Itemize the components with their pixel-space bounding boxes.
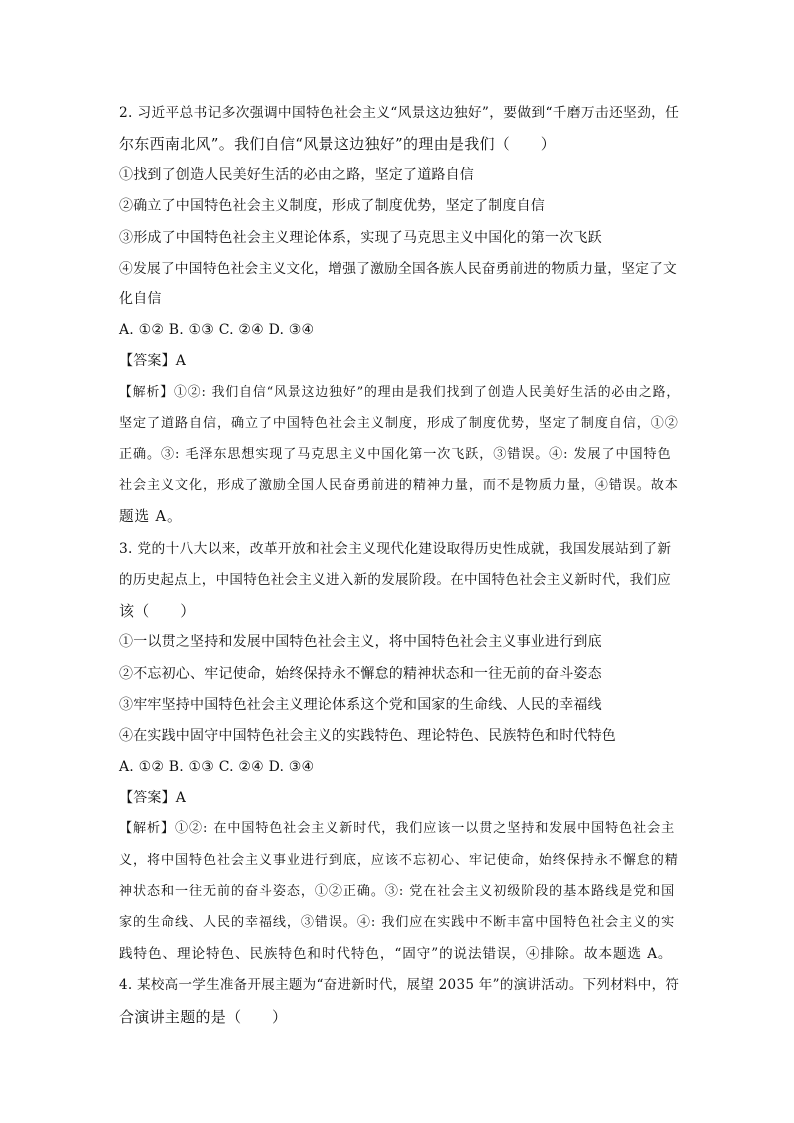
- q3-option-4: ④在实践中固守中国特色社会主义的实践特色、理论特色、民族特色和时代特色: [119, 728, 616, 744]
- q2-analysis-line-2: 坚定了道路自信，确立了中国特色社会主义制度，形成了制度优势，坚定了制度自信，①②: [119, 416, 679, 431]
- q4-stem-line-2: 合演讲主题的是（ ）: [119, 1008, 288, 1026]
- q4-stem-line-1: 4. 某校高一学生准备开展主题为“奋进新时代，展望 2035 年”的演讲活动。下列材料中，符: [119, 977, 680, 993]
- q3-stem-line-3: 该（ ）: [119, 602, 196, 620]
- q3-analysis-line-4: 家的生命线、人民的幸福线，③错误。④: 我们应在实践中不断丰富中国特色社会主义的实: [119, 915, 676, 930]
- q3-option-2: ②不忘初心、牢记使命，始终保持永不懈怠的精神状态和一往无前的奋斗姿态: [119, 666, 602, 682]
- q2-option-4-cont: 化自信: [119, 291, 162, 307]
- q3-option-3: ③牢牢坚持中国特色社会主义理论体系这个党和国家的生命线、人民的幸福线: [119, 697, 602, 713]
- q2-analysis-line-5: 题选 A。: [119, 508, 183, 525]
- q2-option-3: ③形成了中国特色社会主义理论体系，实现了马克思主义中国化的第一次飞跃: [119, 230, 602, 246]
- q2-analysis-line-1: 【解析】①②: 我们自信“风景这边独好”的理由是我们找到了创造人民美好生活的必由之路，: [119, 385, 681, 400]
- q2-option-1: ①找到了创造人民美好生活的必由之路，坚定了道路自信: [119, 167, 474, 183]
- q2-answer: 【答案】A: [119, 353, 187, 369]
- q3-analysis-line-2: 义，将中国特色社会主义事业进行到底，应该不忘初心、牢记使命，始终保持永不懈怠的精: [119, 853, 679, 868]
- q3-choices: A. ①② B. ①③ C. ②④ D. ③④: [119, 759, 315, 775]
- q3-stem-line-2: 的历史起点上，中国特色社会主义进入新的发展阶段。在中国特色社会主义新时代，我们应: [119, 572, 671, 588]
- q3-analysis-line-1: 【解析】①②: 在中国特色社会主义新时代，我们应该一以贯之坚持和发展中国特色社会主: [119, 821, 676, 836]
- q2-stem-line-1: 2. 习近平总书记多次强调中国特色社会主义“风景这边独好”，要做到“千磨万击还坚劲，任: [119, 105, 680, 121]
- q2-option-4: ④发展了中国特色社会主义文化，增强了激励全国各族人民奋勇前进的物质力量，坚定了文: [119, 261, 678, 277]
- q3-analysis-line-3: 神状态和一往无前的奋斗姿态，①②正确。③: 党在社会主义初级阶段的基本路线是党和国: [119, 884, 676, 899]
- q3-answer: 【答案】A: [119, 790, 187, 806]
- q2-choices: A. ①② B. ①③ C. ②④ D. ③④: [119, 322, 315, 338]
- q3-option-1: ①一以贯之坚持和发展中国特色社会主义，将中国特色社会主义事业进行到底: [119, 634, 602, 650]
- q3-analysis-line-5: 践特色、理论特色、民族特色和时代特色，“固守”的说法错误，④排除。故本题选 A。: [119, 946, 673, 962]
- q2-analysis-line-4: 社会主义文化，形成了激励全国人民奋勇前进的精神力量，而不是物质力量，④错误。故本: [119, 478, 679, 493]
- q3-stem-line-1: 3. 党的十八大以来，改革开放和社会主义现代化建设取得历史性成就，我国发展站到了新: [119, 541, 672, 557]
- q2-stem-line-2: 尔东西南北风”。我们自信“风景这边独好”的理由是我们（ ）: [119, 135, 557, 153]
- q2-analysis-line-3: 正确。③: 毛泽东思想实现了马克思主义中国化第一次飞跃，③错误。④: 发展了中国特色: [119, 447, 672, 462]
- q2-option-2: ②确立了中国特色社会主义制度，形成了制度优势，坚定了制度自信: [119, 198, 545, 214]
